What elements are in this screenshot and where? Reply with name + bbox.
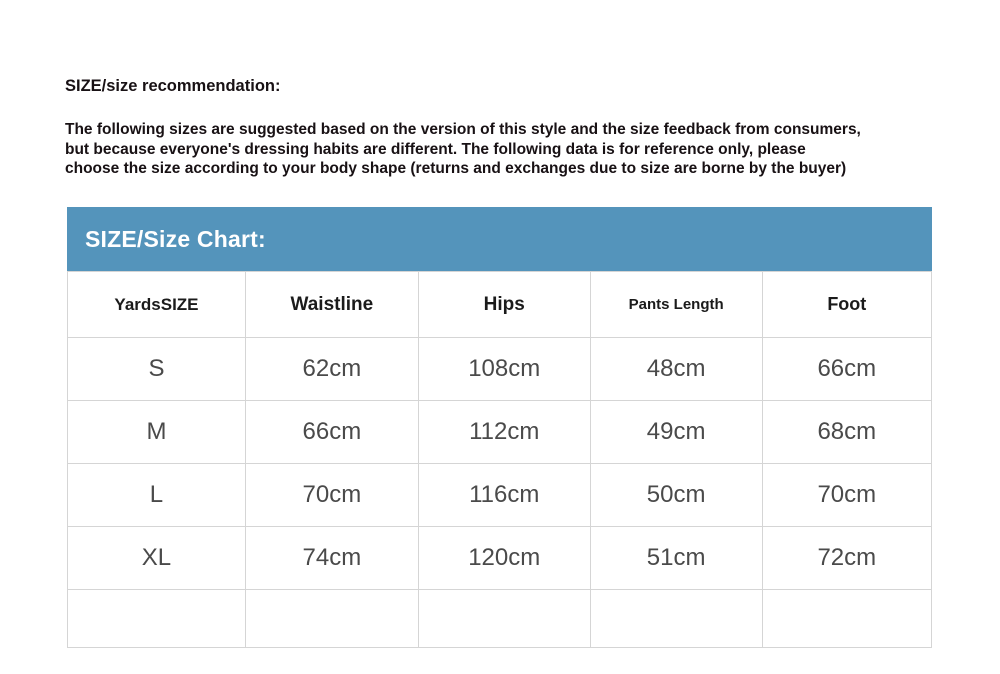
- size-chart-banner: [67, 207, 932, 271]
- foot-value: 66cm: [762, 338, 931, 401]
- table-row-m: [68, 401, 932, 464]
- recommendation-line-1: The following sizes are suggested based on the version of this style and the size feedback from consumers,: [65, 121, 861, 138]
- empty-cell: [418, 590, 590, 648]
- waistline-value: 66cm: [245, 401, 418, 464]
- waistline-value: 74cm: [245, 527, 418, 590]
- size-label: XL: [68, 527, 246, 590]
- size-label: S: [68, 338, 246, 401]
- size-chart: [67, 207, 932, 648]
- column-header-waistline: Waistline: [245, 272, 418, 338]
- hips-value: 116cm: [418, 464, 590, 527]
- empty-cell: [245, 590, 418, 648]
- waistline-value: 62cm: [245, 338, 418, 401]
- column-header-pants-length: Pants Length: [590, 272, 762, 338]
- pants-length-value: 51cm: [590, 527, 762, 590]
- size-table: [67, 271, 932, 648]
- empty-cell: [590, 590, 762, 648]
- hips-value: 120cm: [418, 527, 590, 590]
- size-recommendation-heading: SIZE/size recommendation:: [65, 77, 281, 95]
- pants-length-value: 48cm: [590, 338, 762, 401]
- table-row-empty: [68, 590, 932, 648]
- column-header-hips: Hips: [418, 272, 590, 338]
- foot-value: 68cm: [762, 401, 931, 464]
- foot-value: 72cm: [762, 527, 931, 590]
- recommendation-line-2: but because everyone's dressing habits are different. The following data is for reference only, please: [65, 140, 806, 158]
- pants-length-value: 49cm: [590, 401, 762, 464]
- size-chart-title: SIZE/Size Chart:: [85, 225, 266, 252]
- waistline-value: 70cm: [245, 464, 418, 527]
- column-header-size: YardsSIZE: [68, 272, 246, 338]
- pants-length-value: 50cm: [590, 464, 762, 527]
- recommendation-line-3: choose the size according to your body shape (returns and exchanges due to size are borne by the buyer): [65, 160, 847, 178]
- size-label: L: [68, 464, 246, 527]
- hips-value: 112cm: [418, 401, 590, 464]
- table-row-s: [68, 338, 932, 401]
- size-recommendation-text: [65, 120, 950, 179]
- table-row-l: [68, 464, 932, 527]
- empty-cell: [762, 590, 931, 648]
- empty-cell: [68, 590, 246, 648]
- hips-value: 108cm: [418, 338, 590, 401]
- foot-value: 70cm: [762, 464, 931, 527]
- column-header-foot: Foot: [762, 272, 931, 338]
- table-row-xl: [68, 527, 932, 590]
- size-table-header-row: [68, 272, 932, 338]
- size-label: M: [68, 401, 246, 464]
